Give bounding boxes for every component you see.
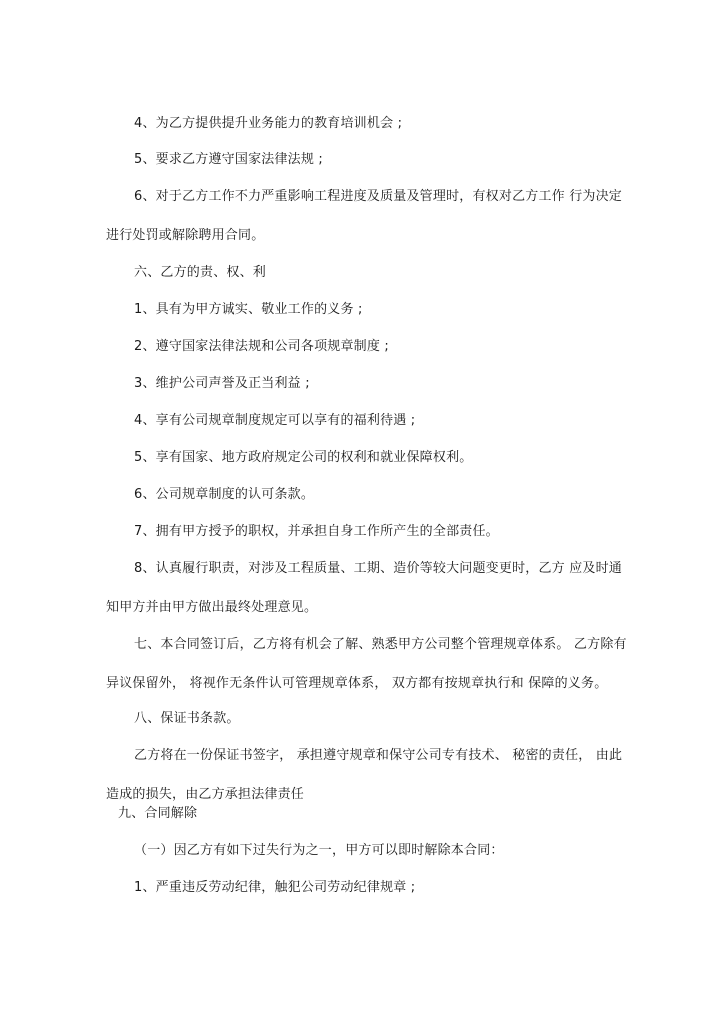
section-heading: 六、乙方的责、权、利: [134, 265, 267, 280]
section-heading: 八、保证书条款。: [134, 711, 240, 726]
text-line: 七、本合同签订后，乙方将有机会了解、熟悉甲方公司整个管理规章体系。 乙方除有: [134, 637, 627, 652]
text-line: 4、为乙方提供提升业务能力的教育培训机会 ;: [134, 116, 403, 131]
text-line: 进行处罚或解除聘用合同。: [106, 228, 265, 243]
text-line: 知甲方并由甲方做出最终处理意见。: [106, 600, 318, 615]
text-line: 1、具有为甲方诚实、敬业工作的义务 ;: [134, 302, 363, 317]
text-line: 异议保留外， 将视作无条件认可管理规章体系， 双方都有按规章执行和 保障的义务。: [106, 676, 608, 691]
text-line: 乙方将在一份保证书签字， 承担遵守规章和保守公司专有技术、 秘密的责任， 由此: [134, 748, 623, 763]
text-line: 造成的损失，由乙方承担法律责任: [106, 787, 305, 802]
text-line: 6、对于乙方工作不力严重影响工程进度及质量及管理时，有权对乙方工作 行为决定: [134, 189, 623, 204]
text-line: 5、要求乙方遵守国家法律法规 ;: [134, 152, 323, 167]
text-line: 1、严重违反劳动纪律，触犯公司劳动纪律规章 ;: [134, 880, 416, 895]
text-line: 6、公司规章制度的认可条款。: [134, 487, 315, 502]
text-line: （一）因乙方有如下过失行为之一，甲方可以即时解除本合同：: [134, 843, 504, 858]
text-line: 5、享有国家、地方政府规定公司的权利和就业保障权利。: [134, 450, 473, 465]
text-line: 2、遵守国家法律法规和公司各项规章制度 ;: [134, 339, 389, 354]
text-line: 8、认真履行职责，对涉及工程质量、工期、造价等较大问题变更时，乙方 应及时通: [134, 561, 623, 576]
text-line: 3、维护公司声誉及正当利益 ;: [134, 376, 310, 391]
text-line: 7、拥有甲方授予的职权，并承担自身工作所产生的全部责任。: [134, 524, 499, 539]
section-heading: 九、合同解除: [118, 806, 198, 821]
text-line: 4、享有公司规章制度规定可以享有的福利待遇 ;: [134, 413, 416, 428]
